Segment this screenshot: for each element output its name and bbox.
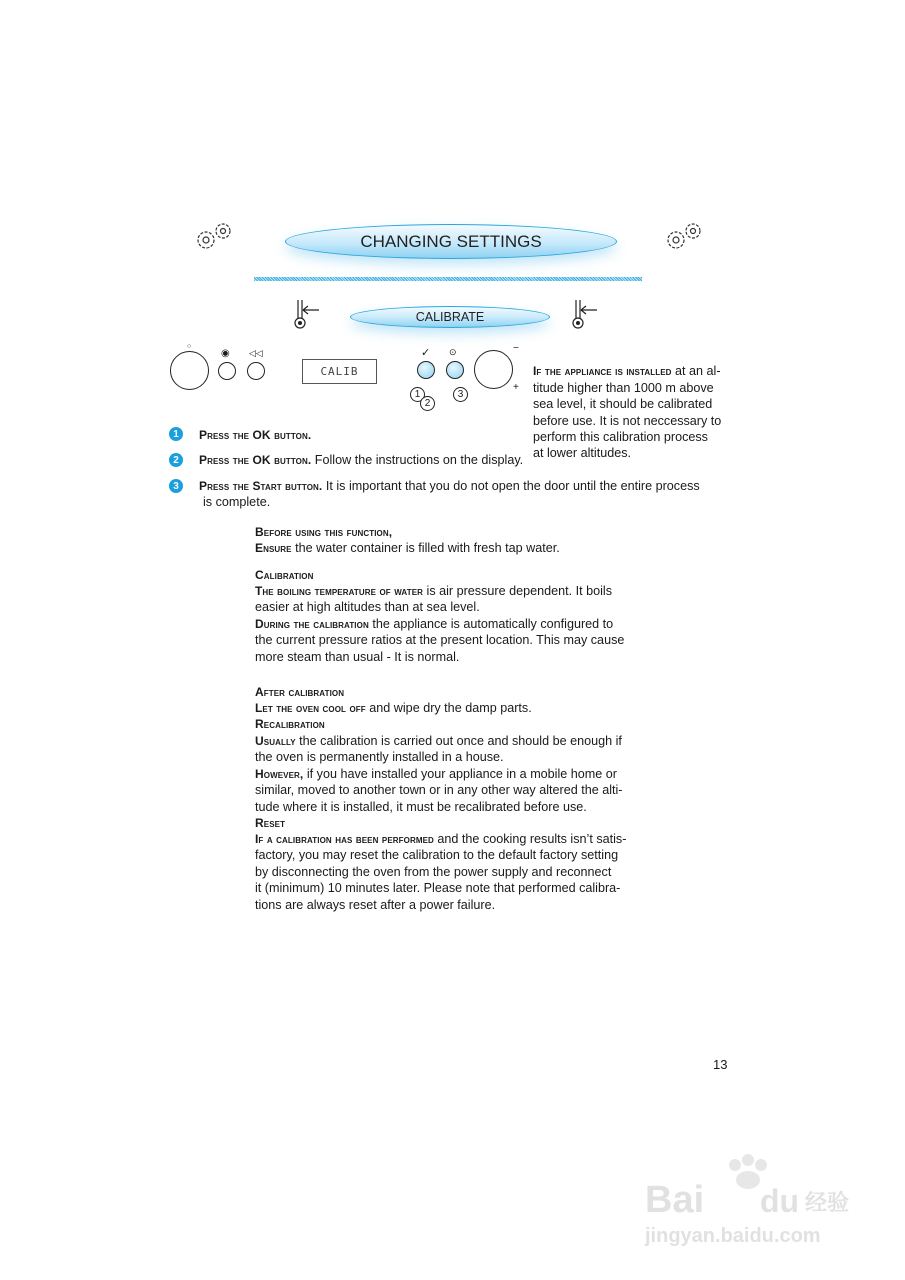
lead: However, [255,767,304,781]
ok-check-icon: ✓ [421,347,431,359]
light-icon: ◉ [221,348,230,359]
display-text: CALIB [320,365,359,378]
step-text [199,452,523,468]
step-lead: Press the OK button. [199,453,312,467]
svg-text:Bai: Bai [645,1179,705,1221]
ensure-paragraph [255,540,560,556]
text: and wipe dry the damp parts. [365,701,532,715]
intro-lead: If the appliance is installed [533,364,672,379]
step-body: Follow the instructions on the display. [311,453,524,467]
lead: The boiling temperature of water [255,584,424,598]
heading-text: Reset [255,816,286,830]
plus-label: + [513,382,519,393]
step-number: 3 [169,479,183,493]
minus-label: − [513,343,519,354]
text: the water container is filled with fresh tap water. [291,541,560,555]
callout-2: 2 [420,396,435,411]
step-number: 1 [169,427,183,441]
usually-paragraph [255,733,622,766]
callout-1: 1 [410,387,425,402]
recalibration-heading [255,716,325,732]
text: if you have installed your appliance in a mobile home or similar, moved to another town or in any other way altered the alti- tude where it is installed, it must be recalibrated before use. [255,767,623,814]
heading-text: Before using this function, [255,525,393,539]
selector-knob [170,351,209,390]
back-button [247,362,265,380]
step-text [199,427,311,443]
page-title: CHANGING SETTINGS [360,231,542,251]
intro-text: at an al- titude higher than 1000 m above sea level, it should be calibrated before use. It is not neccessary to perform this calibration process at lower altitudes. [533,364,722,461]
reset-paragraph [255,831,626,913]
back-icon: ◁◁ [249,348,263,358]
divider [254,277,642,281]
gears-icon-left [192,220,238,261]
ok-button [417,361,435,379]
step-text [199,478,700,494]
boiling-paragraph [255,583,612,616]
heading-text: Recalibration [255,717,325,731]
cool-paragraph [255,700,532,716]
svg-text:du: du [760,1183,800,1219]
lead: During the calibration [255,617,369,631]
calibration-heading [255,567,314,583]
thermometer-icon-right [571,298,601,337]
page-title-banner [285,224,617,259]
text: is air pressure dependent. It boils easier at high altitudes than at sea level. [255,584,613,615]
step-body-continued: is complete. [203,495,271,509]
text: the appliance is automatically configured to the current pressure ratios at the present location. This may cause more steam than usual - It is normal. [255,617,625,664]
knob-marker: ○ [187,343,192,350]
display-panel [302,359,377,384]
page-number: 13 [713,1057,728,1072]
step-lead: Press the Start button. [199,479,323,493]
start-button [446,361,464,379]
heading-text: Calibration [255,568,314,582]
before-heading [255,524,392,540]
thermometer-icon-left [293,298,323,337]
heading-text: After calibration [255,685,345,699]
lead: Usually [255,734,296,748]
after-heading [255,684,344,700]
lead: Ensure [255,541,292,555]
gears-icon-right [662,220,708,261]
section-title: CALIBRATE [415,310,485,324]
reset-heading [255,815,285,831]
svg-text:jingyan.baidu.com: jingyan.baidu.com [645,1225,821,1247]
svg-text:经验: 经验 [805,1191,850,1216]
text: the calibration is carried out once and should be enough if the oven is permanently installed in a house. [255,734,622,765]
watermark-logo [640,1150,860,1250]
section-title-banner [350,306,550,328]
light-button [218,362,236,380]
start-icon: ⊙ [449,347,457,357]
lead: If a calibration has been performed [255,832,434,846]
text: and the cooking results isn’t satis- factory, you may reset the calibration to the default factory setting by disconnecting the oven from the power supply and reconnect it (minimum) 10 minutes later. Please note that performed calibra- tions are always reset after a power failure. [255,832,627,912]
during-paragraph [255,616,624,665]
step-body: It is important that you do not open the door until the entire process [322,479,700,493]
intro-paragraph [533,347,733,462]
callout-3: 3 [453,387,468,402]
lead: Let the oven cool off [255,701,366,715]
step-number: 2 [169,453,183,467]
however-paragraph [255,766,623,815]
step-lead: Press the OK button. [199,428,312,442]
adjust-knob [474,350,513,389]
